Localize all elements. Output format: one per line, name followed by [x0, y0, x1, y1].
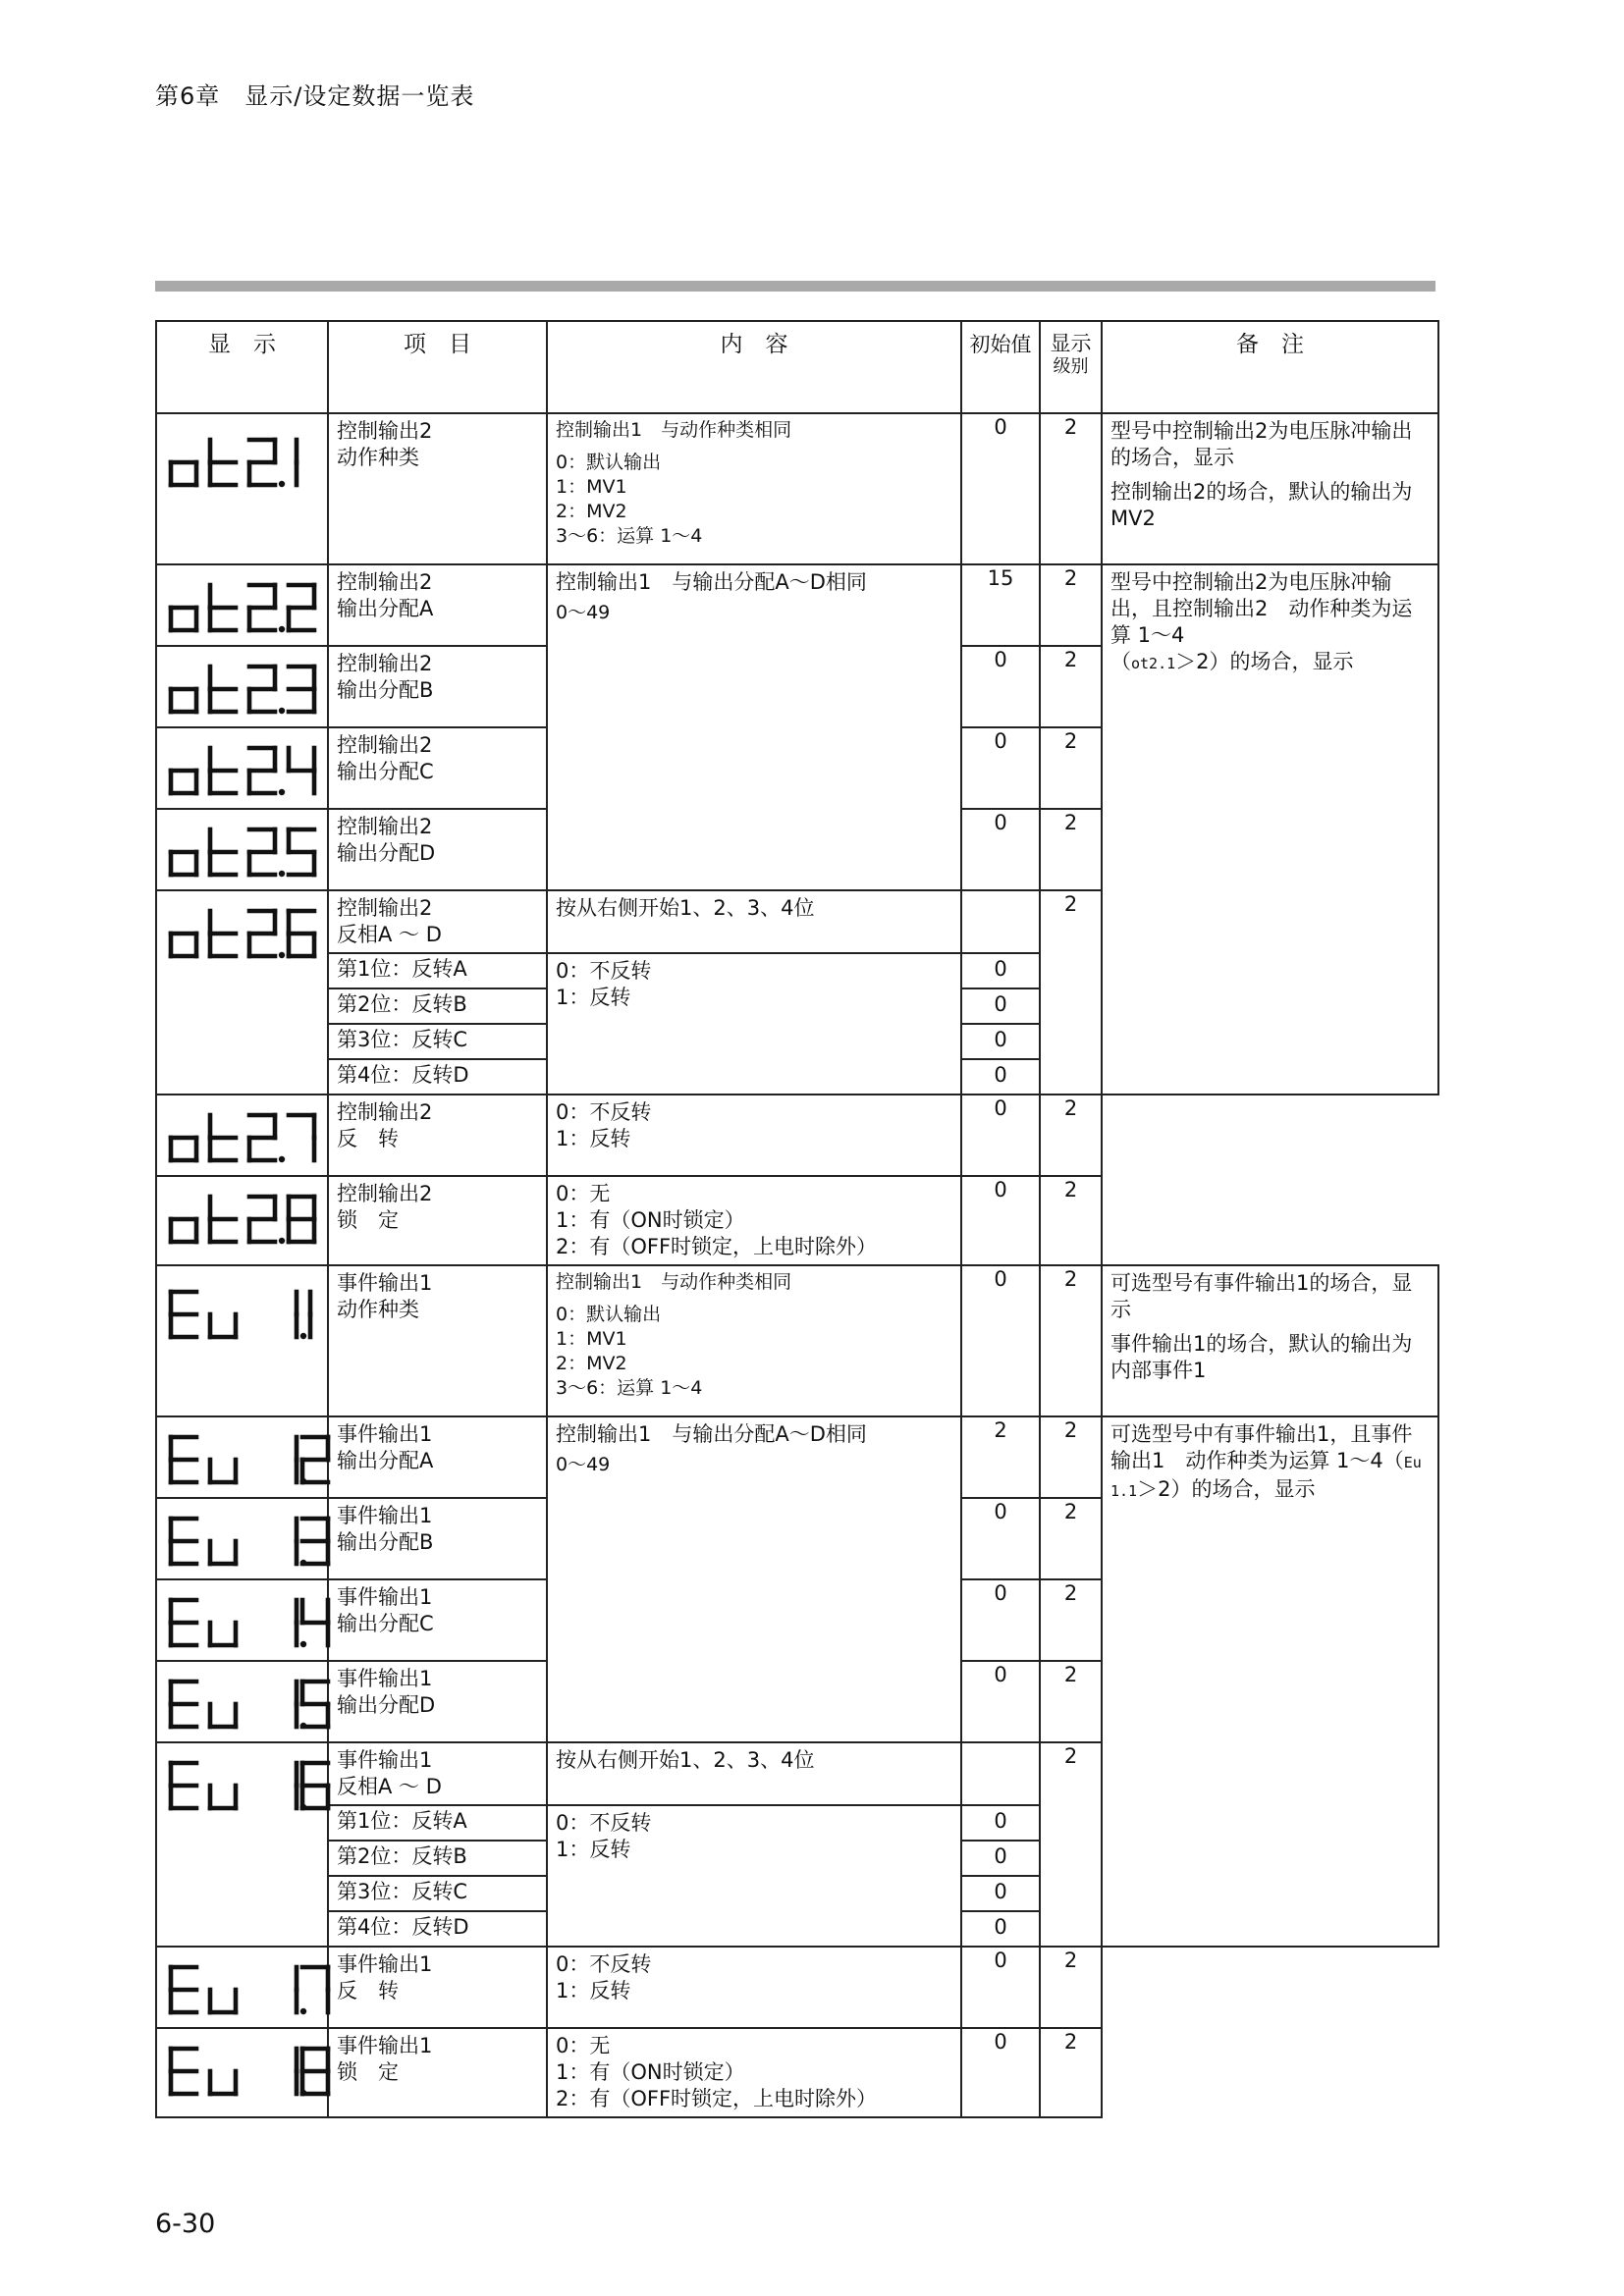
display-level: 2 — [1040, 564, 1102, 646]
initial-value: 0 — [961, 1805, 1040, 1841]
display-level: 2 — [1040, 646, 1102, 727]
item-line: 控制输出2 — [337, 896, 433, 920]
seg-dot — [279, 871, 285, 877]
item-line: 事件输出1 — [337, 2034, 433, 2057]
display-cell — [156, 890, 328, 1095]
item-line: 锁 定 — [337, 2060, 399, 2084]
display-cell — [156, 1661, 328, 1742]
display-level: 2 — [1040, 727, 1102, 809]
display-cell — [156, 564, 328, 646]
note-line — [1110, 649, 1430, 677]
display-level: 2 — [1040, 1947, 1102, 2028]
seg-ot2.3 — [167, 661, 339, 718]
sub-item-cell — [328, 1911, 547, 1947]
item-cell — [328, 1947, 547, 2028]
item-line: 事件输出1 — [337, 1422, 433, 1446]
col-header-content: 内 容 — [547, 321, 961, 413]
item-cell — [328, 1095, 547, 1176]
content-cell — [547, 890, 961, 953]
display-level: 2 — [1040, 1498, 1102, 1579]
item-line: 锁 定 — [337, 1208, 399, 1232]
col-header-note: 备 注 — [1102, 321, 1438, 413]
initial-value: 0 — [961, 1265, 1040, 1416]
item-line: 控制输出2 — [337, 815, 433, 838]
seg-dot — [279, 626, 285, 632]
seg-eu1.6 — [167, 1757, 339, 1814]
display-level: 2 — [1040, 2028, 1102, 2117]
content-line: 0：不反转 — [556, 959, 652, 983]
display-level: 2 — [1040, 1742, 1102, 1947]
seg-eu1.1 — [167, 1286, 339, 1343]
note-line: 型号中控制输出2为电压脉冲输出，且控制输出2 动作种类为运算 1～4 — [1110, 570, 1413, 647]
display-level: 2 — [1040, 1579, 1102, 1661]
initial-value: 0 — [961, 953, 1040, 988]
seg-dot — [300, 1641, 306, 1647]
sub-item-cell — [328, 953, 547, 988]
item-cell — [328, 1265, 547, 1416]
display-cell — [156, 1742, 328, 1947]
sub-item: 第4位：反转D — [337, 1063, 469, 1087]
display-level: 2 — [1040, 809, 1102, 890]
seg-ref-text: ot2.1 — [1131, 655, 1176, 672]
seg-eu1.5 — [167, 1676, 339, 1733]
note-line: 事件输出1的场合，默认的输出为内部事件1 — [1110, 1332, 1413, 1382]
item-line: 输出分配C — [337, 1612, 434, 1635]
note-line — [1110, 1421, 1430, 1505]
initial-value: 0 — [961, 1095, 1040, 1176]
sub-item: 第2位：反转B — [337, 1844, 467, 1868]
content-line: 0：无 — [556, 2034, 611, 2057]
initial-value: 0 — [961, 1024, 1040, 1059]
note-text: 可选型号中有事件输出1，且事件输出1 动作种类为运算 1～4（ — [1110, 1422, 1413, 1472]
item-line: 事件输出1 — [337, 1271, 433, 1295]
display-level: 2 — [1040, 1176, 1102, 1265]
display-level: 2 — [1040, 1265, 1102, 1416]
item-line: 反相A ～ D — [337, 923, 442, 946]
sub-item: 第1位：反转A — [337, 957, 467, 981]
item-cell — [328, 809, 547, 890]
item-cell — [328, 413, 547, 564]
item-line: 控制输出2 — [337, 652, 433, 675]
content-line: 0：默认输出 — [556, 1304, 662, 1325]
note-line: 型号中控制输出2为电压脉冲输出的场合，显示 — [1110, 419, 1413, 469]
item-line: 输出分配B — [337, 678, 434, 702]
content-line: 0：不反转 — [556, 1952, 652, 1976]
seg-dot — [279, 1156, 285, 1162]
sub-item-cell — [328, 1841, 547, 1876]
item-cell — [328, 1579, 547, 1661]
content-cell — [547, 953, 961, 1095]
display-level: 2 — [1040, 1095, 1102, 1176]
initial-value: 0 — [961, 1841, 1040, 1876]
initial-value: 0 — [961, 2028, 1040, 2117]
sub-item-cell — [328, 1024, 547, 1059]
initial-value: 0 — [961, 1947, 1040, 2028]
content-line: 2：有（OFF时锁定，上电时除外） — [556, 1235, 878, 1258]
content-cell — [547, 1805, 961, 1947]
initial-value: 0 — [961, 1059, 1040, 1095]
item-cell — [328, 646, 547, 727]
seg-ot2.1 — [167, 434, 339, 491]
content-line: 2：MV2 — [556, 501, 627, 522]
content-line: 1：MV1 — [556, 476, 627, 498]
content-line: 1：反转 — [556, 1838, 631, 1861]
initial-value: 0 — [961, 1911, 1040, 1947]
item-line: 事件输出1 — [337, 1952, 433, 1976]
content-line: 0：无 — [556, 1182, 611, 1205]
table-row — [156, 1176, 1438, 1265]
seg-dot — [279, 952, 285, 958]
item-line: 输出分配A — [337, 597, 434, 620]
content-cell — [547, 1176, 961, 1265]
table-row — [156, 564, 1438, 646]
col-header-item: 项 目 — [328, 321, 547, 413]
display-cell — [156, 646, 328, 727]
initial-value-empty — [961, 890, 1040, 953]
initial-value: 0 — [961, 1579, 1040, 1661]
item-cell — [328, 1176, 547, 1265]
seg-ref-text: Eu 1.1 — [1110, 1454, 1422, 1500]
header-rule — [155, 281, 1435, 292]
item-cell — [328, 1416, 547, 1498]
table-row — [156, 2028, 1438, 2117]
content-line: 1：反转 — [556, 986, 631, 1009]
initial-value: 0 — [961, 1876, 1040, 1911]
item-line: 输出分配D — [337, 841, 436, 865]
seg-ot2.5 — [167, 824, 339, 881]
content-line: 3～6：运算 1～4 — [556, 1377, 703, 1399]
seg-ot2.2 — [167, 579, 339, 636]
content-line: 控制输出1 与输出分配A～D相同 — [556, 1422, 867, 1446]
col-header-level — [1040, 321, 1102, 413]
item-line: 反相A ～ D — [337, 1775, 442, 1798]
content-line: 控制输出1 与动作种类相同 — [556, 1271, 792, 1293]
initial-value: 0 — [961, 413, 1040, 564]
table-header-row — [156, 321, 1438, 413]
item-line: 输出分配A — [337, 1449, 434, 1472]
table-row — [156, 413, 1438, 564]
parameter-table — [155, 320, 1439, 2118]
seg-ot2.6 — [167, 905, 339, 962]
item-line: 事件输出1 — [337, 1504, 433, 1527]
display-cell — [156, 413, 328, 564]
seg-eu1.3 — [167, 1513, 339, 1570]
item-line: 反 转 — [337, 1979, 399, 2002]
sub-item-cell — [328, 1059, 547, 1095]
item-line: 事件输出1 — [337, 1667, 433, 1690]
content-line: 0：默认输出 — [556, 452, 662, 473]
seg-dot — [300, 2008, 306, 2014]
seg-dot — [279, 1238, 285, 1244]
content-cell — [547, 1095, 961, 1176]
item-cell — [328, 890, 547, 953]
content-line: 1：有（ON时锁定） — [556, 1208, 745, 1232]
content-line: 按从右侧开始1、2、3、4位 — [556, 1748, 815, 1772]
note-cell — [1102, 1416, 1438, 1947]
display-level: 2 — [1040, 1416, 1102, 1498]
sub-item: 第3位：反转C — [337, 1028, 468, 1051]
item-line: 控制输出2 — [337, 1100, 433, 1124]
sub-item: 第3位：反转C — [337, 1880, 468, 1903]
seg-eu1.7 — [167, 1961, 339, 2018]
item-line: 控制输出2 — [337, 570, 433, 594]
item-cell — [328, 2028, 547, 2117]
page-number: 6-30 — [155, 2209, 216, 2239]
display-level: 2 — [1040, 413, 1102, 564]
item-cell — [328, 1661, 547, 1742]
initial-value: 0 — [961, 1176, 1040, 1265]
display-cell — [156, 809, 328, 890]
seg-ot2.8 — [167, 1191, 339, 1248]
col-header-level-line2: 级别 — [1053, 356, 1089, 377]
content-line: 1：反转 — [556, 1979, 631, 2002]
initial-value: 2 — [961, 1416, 1040, 1498]
item-line: 反 转 — [337, 1127, 399, 1150]
seg-eu1.4 — [167, 1594, 339, 1651]
item-cell — [328, 727, 547, 809]
display-level: 2 — [1040, 1661, 1102, 1742]
sub-item: 第1位：反转A — [337, 1809, 467, 1833]
note-line: 可选型号有事件输出1的场合，显示 — [1110, 1271, 1413, 1321]
item-line: 动作种类 — [337, 446, 419, 469]
content-line: 2：有（OFF时锁定，上电时除外） — [556, 2087, 878, 2110]
seg-dot — [279, 481, 285, 487]
content-line: 0：不反转 — [556, 1811, 652, 1835]
item-cell — [328, 1742, 547, 1805]
display-cell — [156, 1498, 328, 1579]
display-cell — [156, 1095, 328, 1176]
content-line: 1：反转 — [556, 1127, 631, 1150]
content-line: 控制输出1 与输出分配A～D相同 — [556, 570, 867, 594]
display-cell — [156, 1265, 328, 1416]
item-line: 事件输出1 — [337, 1748, 433, 1772]
content-line: 2：MV2 — [556, 1353, 627, 1374]
initial-value: 15 — [961, 564, 1040, 646]
content-cell — [547, 2028, 961, 2117]
initial-value-empty — [961, 1742, 1040, 1805]
content-cell — [547, 564, 961, 890]
note-text: ＞2）的场合，显示 — [1175, 650, 1354, 673]
display-cell — [156, 727, 328, 809]
display-level: 2 — [1040, 890, 1102, 1095]
content-cell — [547, 1265, 961, 1416]
note-line: 控制输出2的场合，默认的输出为MV2 — [1110, 480, 1413, 530]
content-line: 0～49 — [556, 1454, 611, 1475]
seg-eu1.2 — [167, 1431, 339, 1488]
sub-item-cell — [328, 988, 547, 1024]
seg-dot — [279, 789, 285, 795]
content-line: 控制输出1 与动作种类相同 — [556, 419, 792, 441]
table-row — [156, 1947, 1438, 2028]
content-cell — [547, 1947, 961, 2028]
col-header-level-line1: 显示 — [1050, 332, 1092, 355]
initial-value: 0 — [961, 988, 1040, 1024]
seg-ot2.4 — [167, 742, 339, 799]
display-cell — [156, 1176, 328, 1265]
col-header-display: 显 示 — [156, 321, 328, 413]
display-cell — [156, 1947, 328, 2028]
content-line: 0～49 — [556, 602, 611, 623]
seg-dot — [279, 708, 285, 714]
item-line: 控制输出2 — [337, 419, 433, 443]
content-cell — [547, 1416, 961, 1742]
content-line: 3～6：运算 1～4 — [556, 525, 703, 547]
item-line: 事件输出1 — [337, 1585, 433, 1609]
sub-item-cell — [328, 1805, 547, 1841]
item-cell — [328, 564, 547, 646]
item-line: 控制输出2 — [337, 1182, 433, 1205]
content-cell — [547, 413, 961, 564]
item-line: 动作种类 — [337, 1298, 419, 1321]
initial-value: 0 — [961, 809, 1040, 890]
col-header-initial: 初始值 — [961, 321, 1040, 413]
initial-value: 0 — [961, 1498, 1040, 1579]
item-cell — [328, 1498, 547, 1579]
item-line: 输出分配D — [337, 1693, 436, 1717]
note-cell — [1102, 413, 1438, 564]
sub-item-cell — [328, 1876, 547, 1911]
sub-item: 第2位：反转B — [337, 992, 467, 1016]
note-text: ＞2）的场合，显示 — [1137, 1477, 1316, 1501]
display-cell — [156, 1579, 328, 1661]
item-line: 控制输出2 — [337, 733, 433, 757]
content-cell — [547, 1742, 961, 1805]
item-line: 输出分配B — [337, 1530, 434, 1554]
note-cell — [1102, 1265, 1438, 1416]
initial-value: 0 — [961, 727, 1040, 809]
initial-value: 0 — [961, 1661, 1040, 1742]
table-row — [156, 1095, 1438, 1176]
content-line: 按从右侧开始1、2、3、4位 — [556, 896, 815, 920]
note-cell — [1102, 564, 1438, 1095]
item-line: 输出分配C — [337, 760, 434, 783]
table-row — [156, 1416, 1438, 1498]
seg-eu1.8 — [167, 2043, 339, 2100]
table-row — [156, 1265, 1438, 1416]
note-paren: （ — [1110, 650, 1131, 673]
content-line: 0：不反转 — [556, 1100, 652, 1124]
initial-value: 0 — [961, 646, 1040, 727]
sub-item: 第4位：反转D — [337, 1915, 469, 1939]
seg-ot2.7 — [167, 1109, 339, 1166]
seg-dot — [300, 1333, 306, 1339]
display-cell — [156, 1416, 328, 1498]
chapter-header: 第6章 显示/设定数据一览表 — [155, 82, 475, 110]
display-cell — [156, 2028, 328, 2117]
content-line: 1：MV1 — [556, 1328, 627, 1350]
content-line: 1：有（ON时锁定） — [556, 2060, 745, 2084]
